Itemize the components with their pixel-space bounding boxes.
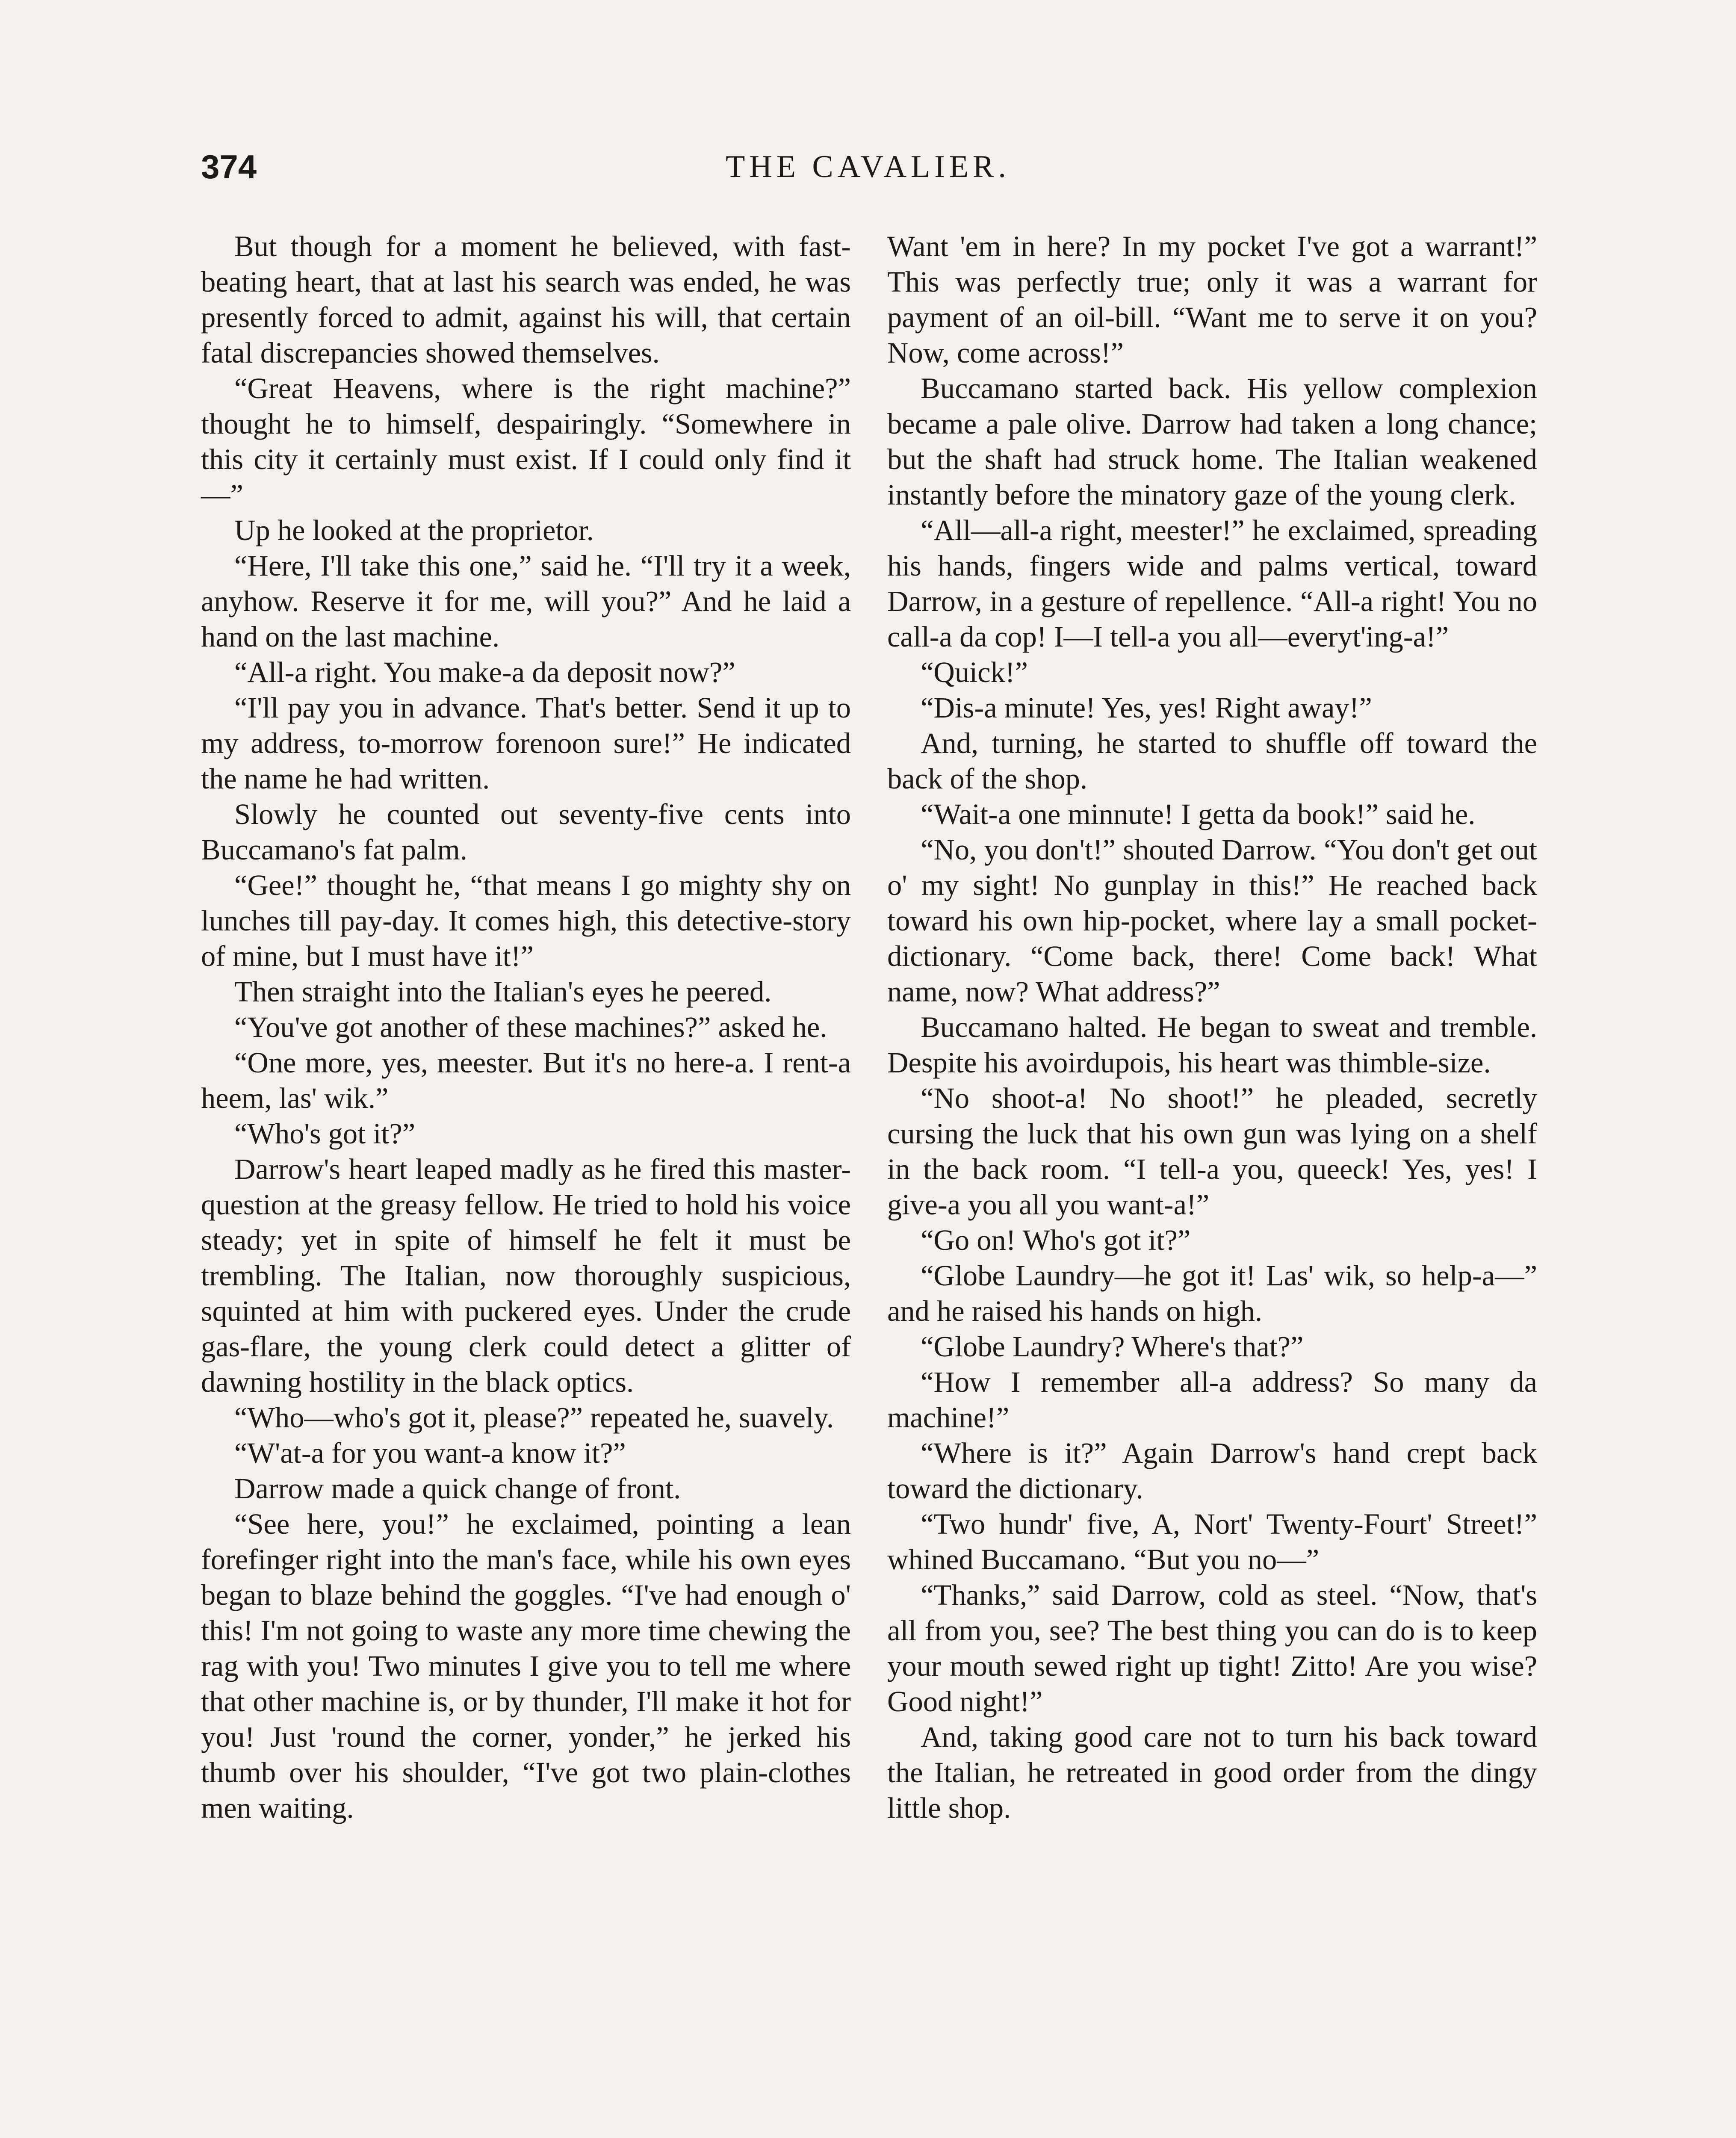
paragraph: Darrow's heart leaped madly as he fired this master-question at the greasy fellow. He tried to hold his voice steady; yet in spite of himself he felt it must be trembling. The Italian, now thoroughly suspicious, squinted at him with puckered eyes. Under the crude gas-flare, the young clerk could detect a glitter of dawning hostility in the black optics. xyxy=(201,1153,851,1398)
paragraph: “Great Heavens, where is the right machine?” thought he to himself, despairingly. “Somewhere in this city it certainly must exist. If I could only find it—” xyxy=(201,372,851,511)
paragraph: “Go on! Who's got it?” xyxy=(921,1224,1191,1256)
paragraph: “Gee!” thought he, “that means I go mighty shy on lunches till pay-day. It comes high, this detective-story of mine, but I must have it!” xyxy=(201,869,851,972)
paragraph: Buccamano halted. He began to sweat and tremble. Despite his avoirdupois, his heart was thimble-size. xyxy=(887,1011,1537,1079)
paragraph: “No shoot-a! No shoot!” he pleaded, secretly cursing the luck that his own gun was lying on a shelf in the back room. “I tell-a you, queeck! Yes, yes! I give-a you all you want-a!” xyxy=(887,1082,1537,1221)
paragraph: “Wait-a one minnute! I getta da book!” said he. xyxy=(921,798,1476,830)
paragraph: “All-a right. You make-a da deposit now?” xyxy=(234,656,735,688)
paragraph: “Two hundr' five, A, Nort' Twenty-Fourt' Street!” whined Buccamano. “But you no—” xyxy=(887,1508,1537,1576)
paragraph: “See here, you!” he exclaimed, pointing a lean forefinger right into the man's face, while his own eyes began to blaze behind the goggles. “I've had enough o' this! I'm not going to waste any more time chewing the rag with you! Two minutes I give you to tell me where that other machine is, or by thunder, I'll make it hot for you! Just 'round the corner, yonder,” he jerked his thumb over his shoulder, “I've got two plain-clothes men waiting. xyxy=(201,1508,851,1824)
page-header xyxy=(201,145,1535,197)
paragraph: “You've got another of these machines?” asked he. xyxy=(234,1011,827,1043)
paragraph: Slowly he counted out seventy-five cents into Buccamano's fat palm. xyxy=(201,798,851,866)
left-column xyxy=(201,229,851,1826)
paragraph: Up he looked at the proprietor. xyxy=(234,514,594,546)
paragraph: But though for a moment he believed, with fast-beating heart, that at last his search was ended, he was presently forced to admit, against his will, that certain fatal discrepancies showed themselves. xyxy=(201,230,851,369)
paragraph: “All—all-a right, meester!” he exclaimed, spreading his hands, fingers wide and palms vertical, toward Darrow, in a gesture of repellence. “All-a right! You no call-a da cop! I—I tell-a you all—everyt'ing-a!” xyxy=(887,514,1537,653)
paragraph: “Quick!” xyxy=(921,656,1028,688)
paragraph: “Globe Laundry? Where's that?” xyxy=(921,1330,1304,1363)
paragraph: Want 'em in here? In my pocket I've got a warrant!” This was perfectly true; only it was a warrant for payment of an oil-bill. “Want me to serve it on you? Now, come across!” xyxy=(887,230,1537,369)
paragraph: Buccamano started back. His yellow complexion became a pale olive. Darrow had taken a long chance; but the shaft had struck home. The Italian weakened instantly before the minatory gaze of the young clerk. xyxy=(887,372,1537,511)
paragraph: “Here, I'll take this one,” said he. “I'll try it a week, anyhow. Reserve it for me, will you?” And he laid a hand on the last machine. xyxy=(201,549,851,653)
page-number: 374 xyxy=(201,148,257,186)
paragraph: “How I remember all-a address? So many da machine!” xyxy=(887,1366,1537,1434)
right-column xyxy=(887,229,1537,1826)
paragraph: “Who—who's got it, please?” repeated he, suavely. xyxy=(234,1401,834,1434)
paragraph: “Where is it?” Again Darrow's hand crept back toward the dictionary. xyxy=(887,1437,1537,1505)
running-title: THE CAVALIER. xyxy=(726,149,1010,184)
paragraph: “Globe Laundry—he got it! Las' wik, so help-a—” and he raised his hands on high. xyxy=(887,1259,1537,1327)
paragraph: “W'at-a for you want-a know it?” xyxy=(234,1437,626,1469)
paragraph: And, taking good care not to turn his back toward the Italian, he retreated in good order from the dingy little shop. xyxy=(887,1721,1537,1824)
paragraph: Darrow made a quick change of front. xyxy=(234,1472,681,1505)
paragraph: “Thanks,” said Darrow, cold as steel. “Now, that's all from you, see? The best thing you can do is to keep your mouth sewed right up tight! Zitto! Are you wise? Good night!” xyxy=(887,1579,1537,1718)
paragraph: “Who's got it?” xyxy=(234,1117,416,1150)
paragraph: “I'll pay you in advance. That's better. Send it up to my address, to-morrow forenoon sure!” He indicated the name he had written. xyxy=(201,691,851,795)
paragraph: “One more, yes, meester. But it's no here-a. I rent-a heem, las' wik.” xyxy=(201,1046,851,1114)
paragraph: And, turning, he started to shuffle off toward the back of the shop. xyxy=(887,727,1537,795)
paragraph: “Dis-a minute! Yes, yes! Right away!” xyxy=(921,691,1372,724)
paragraph: Then straight into the Italian's eyes he peered. xyxy=(234,975,772,1008)
paragraph: “No, you don't!” shouted Darrow. “You don't get out o' my sight! No gunplay in this!” He reached back toward his own hip-pocket, where lay a small pocket-dictionary. “Come back, there! Come back! What name, now? What address?” xyxy=(887,833,1537,1008)
